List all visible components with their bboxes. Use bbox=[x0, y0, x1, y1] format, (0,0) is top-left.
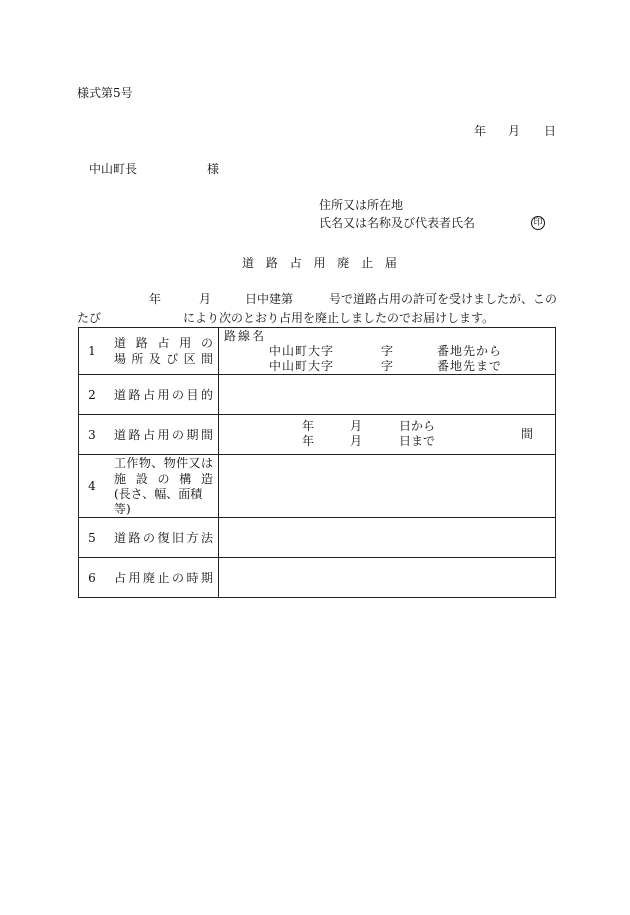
structure-cell[interactable] bbox=[219, 455, 556, 518]
date-year-label: 年 bbox=[474, 124, 487, 138]
body-line1-tail: 号で道路占用の許可を受けましたが、この bbox=[329, 292, 558, 306]
row-label-line: 占用廃止の時期 bbox=[114, 570, 213, 585]
date-day-label: 日 bbox=[544, 124, 557, 138]
row-label-line: 道 路 占 用 の bbox=[114, 336, 213, 350]
seal-mark: 印 bbox=[531, 216, 545, 230]
body-year-label: 年 bbox=[149, 292, 162, 306]
from-town-label: 中山町大字 bbox=[269, 344, 335, 358]
row-label-line: (長さ、幅、面積等) bbox=[114, 487, 203, 516]
row-label bbox=[105, 415, 219, 455]
row-number: 2 bbox=[79, 375, 106, 415]
from-day-suffix: 日から bbox=[399, 419, 436, 433]
to-town-label: 中山町大字 bbox=[269, 359, 335, 373]
form-number: 様式第5号 bbox=[77, 86, 133, 100]
row-label bbox=[105, 558, 219, 598]
applicant-name-label: 氏名又は名称及び代表者氏名 bbox=[319, 216, 476, 230]
row-label-line: 道路占用の目的 bbox=[114, 387, 213, 402]
to-aza-label: 字 bbox=[381, 359, 394, 373]
route-name-label: 路線名 bbox=[224, 329, 267, 343]
from-year-label: 年 bbox=[302, 419, 315, 433]
period-cell[interactable] bbox=[219, 415, 556, 455]
document-title: 道 路 占 用 廃 止 届 bbox=[242, 256, 401, 270]
row-number: 5 bbox=[79, 518, 106, 558]
row-label bbox=[105, 328, 219, 375]
applicant-address-label: 住所又は所在地 bbox=[319, 198, 404, 212]
to-month-label: 月 bbox=[350, 434, 363, 448]
row-label-line: 工作物、物件又は bbox=[114, 456, 213, 470]
body-month-label: 月 bbox=[199, 292, 212, 306]
period-unit-label: 間 bbox=[521, 427, 534, 441]
notification-table bbox=[78, 327, 556, 598]
addressee-name: 中山町長 bbox=[89, 162, 138, 176]
to-day-suffix: 日まで bbox=[399, 434, 436, 448]
from-month-label: 月 bbox=[350, 419, 363, 433]
from-suffix-label: 番地先から bbox=[437, 344, 503, 358]
date-month-label: 月 bbox=[508, 124, 521, 138]
row-number: 3 bbox=[79, 415, 106, 455]
body-line2-start: たび bbox=[77, 311, 102, 325]
from-aza-label: 字 bbox=[381, 344, 394, 358]
row-label-line: 道路占用の期間 bbox=[114, 427, 213, 442]
row-label-line: 場 所 及 び 区 間 bbox=[114, 352, 213, 366]
table-row-2 bbox=[79, 375, 556, 415]
row-label bbox=[105, 375, 219, 415]
table-row-1 bbox=[79, 328, 556, 375]
row-number: 4 bbox=[79, 455, 106, 518]
row-label-line: 施 設 の 構 造 bbox=[114, 472, 213, 486]
body-permit-ref: 日中建第 bbox=[245, 292, 294, 306]
row-number: 1 bbox=[79, 328, 106, 375]
row-label bbox=[105, 455, 219, 518]
abolition-date-cell[interactable] bbox=[219, 558, 556, 598]
table-row-4 bbox=[79, 455, 556, 518]
location-cell[interactable] bbox=[219, 328, 556, 375]
to-year-label: 年 bbox=[302, 434, 315, 448]
body-line2-rest: により次のとおり占用を廃止しましたのでお届けします。 bbox=[183, 311, 495, 325]
table-row-6 bbox=[79, 558, 556, 598]
row-number: 6 bbox=[79, 558, 106, 598]
addressee-honorific: 様 bbox=[207, 162, 220, 176]
restoration-cell[interactable] bbox=[219, 518, 556, 558]
row-label-line: 道路の復旧方法 bbox=[114, 530, 213, 545]
row-label bbox=[105, 518, 219, 558]
table-row-5 bbox=[79, 518, 556, 558]
purpose-cell[interactable] bbox=[219, 375, 556, 415]
to-suffix-label: 番地先まで bbox=[437, 359, 503, 373]
table-row-3 bbox=[79, 415, 556, 455]
